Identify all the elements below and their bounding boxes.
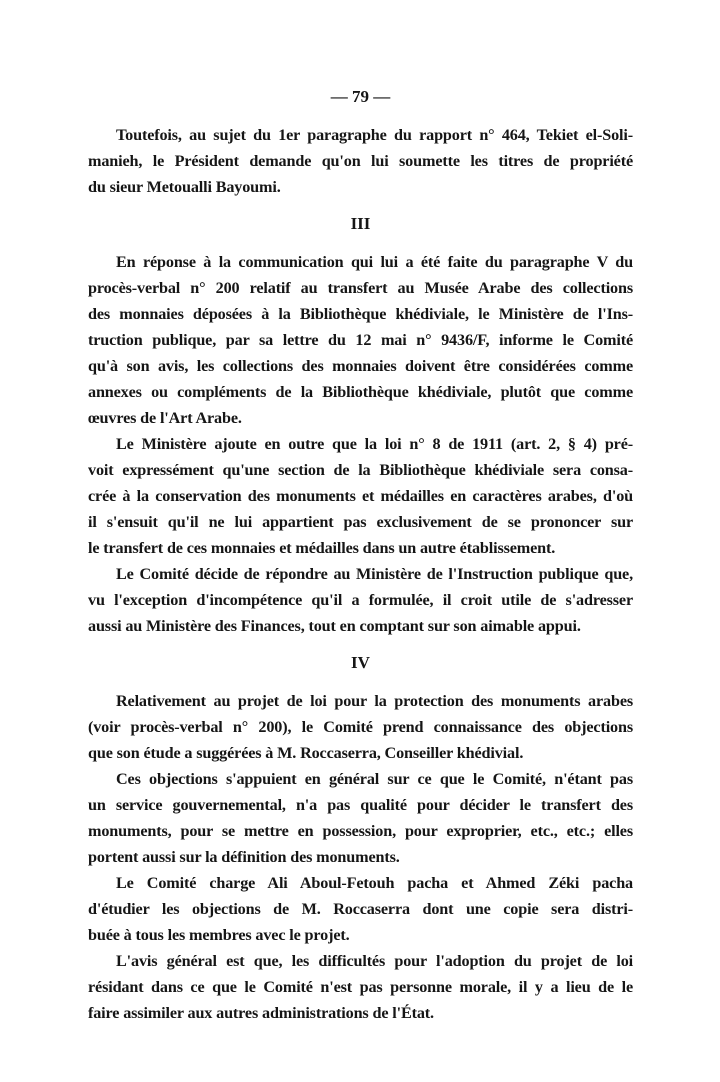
paragraph — [88, 122, 633, 200]
paragraph — [88, 688, 633, 766]
text-line: un service gouvernemental, n'a pas qualité pour décider le transfert des — [88, 796, 633, 814]
text-line: le transfert de ces monnaies et médailles dans un autre établissement. — [88, 539, 556, 557]
text-line: buée à tous les membres avec le projet. — [88, 926, 350, 944]
text-line: il s'ensuit qu'il ne lui appartient pas exclusivement de se prononcer sur — [88, 513, 633, 531]
paragraph — [88, 249, 633, 431]
paragraph — [88, 870, 633, 948]
paragraph — [88, 431, 633, 561]
text-line: aussi au Ministère des Finances, tout en comptant sur son aimable appui. — [88, 617, 581, 635]
text-line: Relativement au projet de loi pour la protection des monuments arabes — [116, 692, 633, 710]
text-line: truction publique, par sa lettre du 12 mai n° 9436/F, informe le Comité — [88, 331, 633, 349]
paragraph — [88, 561, 633, 639]
text-line: Le Comité charge Ali Aboul-Fetouh pacha et Ahmed Zéki pacha — [116, 874, 633, 892]
text-line: annexes ou compléments de la Bibliothèque khédiviale, plutôt que comme — [88, 383, 633, 401]
text-line: L'avis général est que, les difficultés pour l'adoption du projet de loi — [116, 952, 633, 970]
text-line: du sieur Metoualli Bayoumi. — [88, 178, 281, 196]
document-page — [88, 83, 633, 1026]
text-line: résidant dans ce que le Comité n'est pas personne morale, il y a lieu de le — [88, 978, 633, 996]
text-line: monuments, pour se mettre en possession, pour exproprier, etc., etc.; elles — [88, 822, 633, 840]
paragraph — [88, 766, 633, 870]
text-line: des monnaies déposées à la Bibliothèque khédiviale, le Ministère de l'Ins- — [88, 305, 633, 323]
text-line: que son étude a suggérées à M. Roccaserra, Conseiller khédivial. — [88, 744, 524, 762]
text-line: qu'à son avis, les collections des monnaies doivent être considérées comme — [88, 357, 633, 375]
text-line: faire assimiler aux autres administrations de l'État. — [88, 1004, 434, 1022]
text-line: voit expressément qu'une section de la Bibliothèque khédiviale sera consa- — [88, 461, 633, 479]
section-heading: IV — [351, 653, 370, 672]
text-line: manieh, le Président demande qu'on lui soumette les titres de propriété — [88, 152, 633, 170]
section-heading: III — [350, 214, 371, 233]
text-line: vu l'exception d'incompétence qu'il a formulée, il croit utile de s'adresser — [88, 591, 633, 609]
text-line: Ces objections s'appuient en général sur ce que le Comité, n'étant pas — [116, 770, 633, 788]
text-line: crée à la conservation des monuments et médailles en caractères arabes, d'où — [88, 487, 633, 505]
text-line: d'étudier les objections de M. Roccaserra dont une copie sera distri- — [88, 900, 633, 918]
text-line: œuvres de l'Art Arabe. — [88, 409, 242, 427]
text-line: En réponse à la communication qui lui a été faite du paragraphe V du — [116, 253, 633, 271]
text-line: portent aussi sur la définition des monuments. — [88, 848, 400, 866]
text-line: (voir procès-verbal n° 200), le Comité prend connaissance des objections — [88, 718, 633, 736]
page-number: — 79 — — [330, 87, 391, 106]
text-line: procès-verbal n° 200 relatif au transfert au Musée Arabe des collections — [88, 279, 633, 297]
text-line: Le Ministère ajoute en outre que la loi n° 8 de 1911 (art. 2, § 4) pré- — [116, 435, 633, 453]
text-line: Le Comité décide de répondre au Ministère de l'Instruction publique que, — [116, 565, 633, 583]
text-line: Toutefois, au sujet du 1er paragraphe du rapport n° 464, Tekiet el-Soli- — [116, 126, 633, 144]
paragraph — [88, 948, 633, 1026]
page-body — [88, 122, 633, 1026]
